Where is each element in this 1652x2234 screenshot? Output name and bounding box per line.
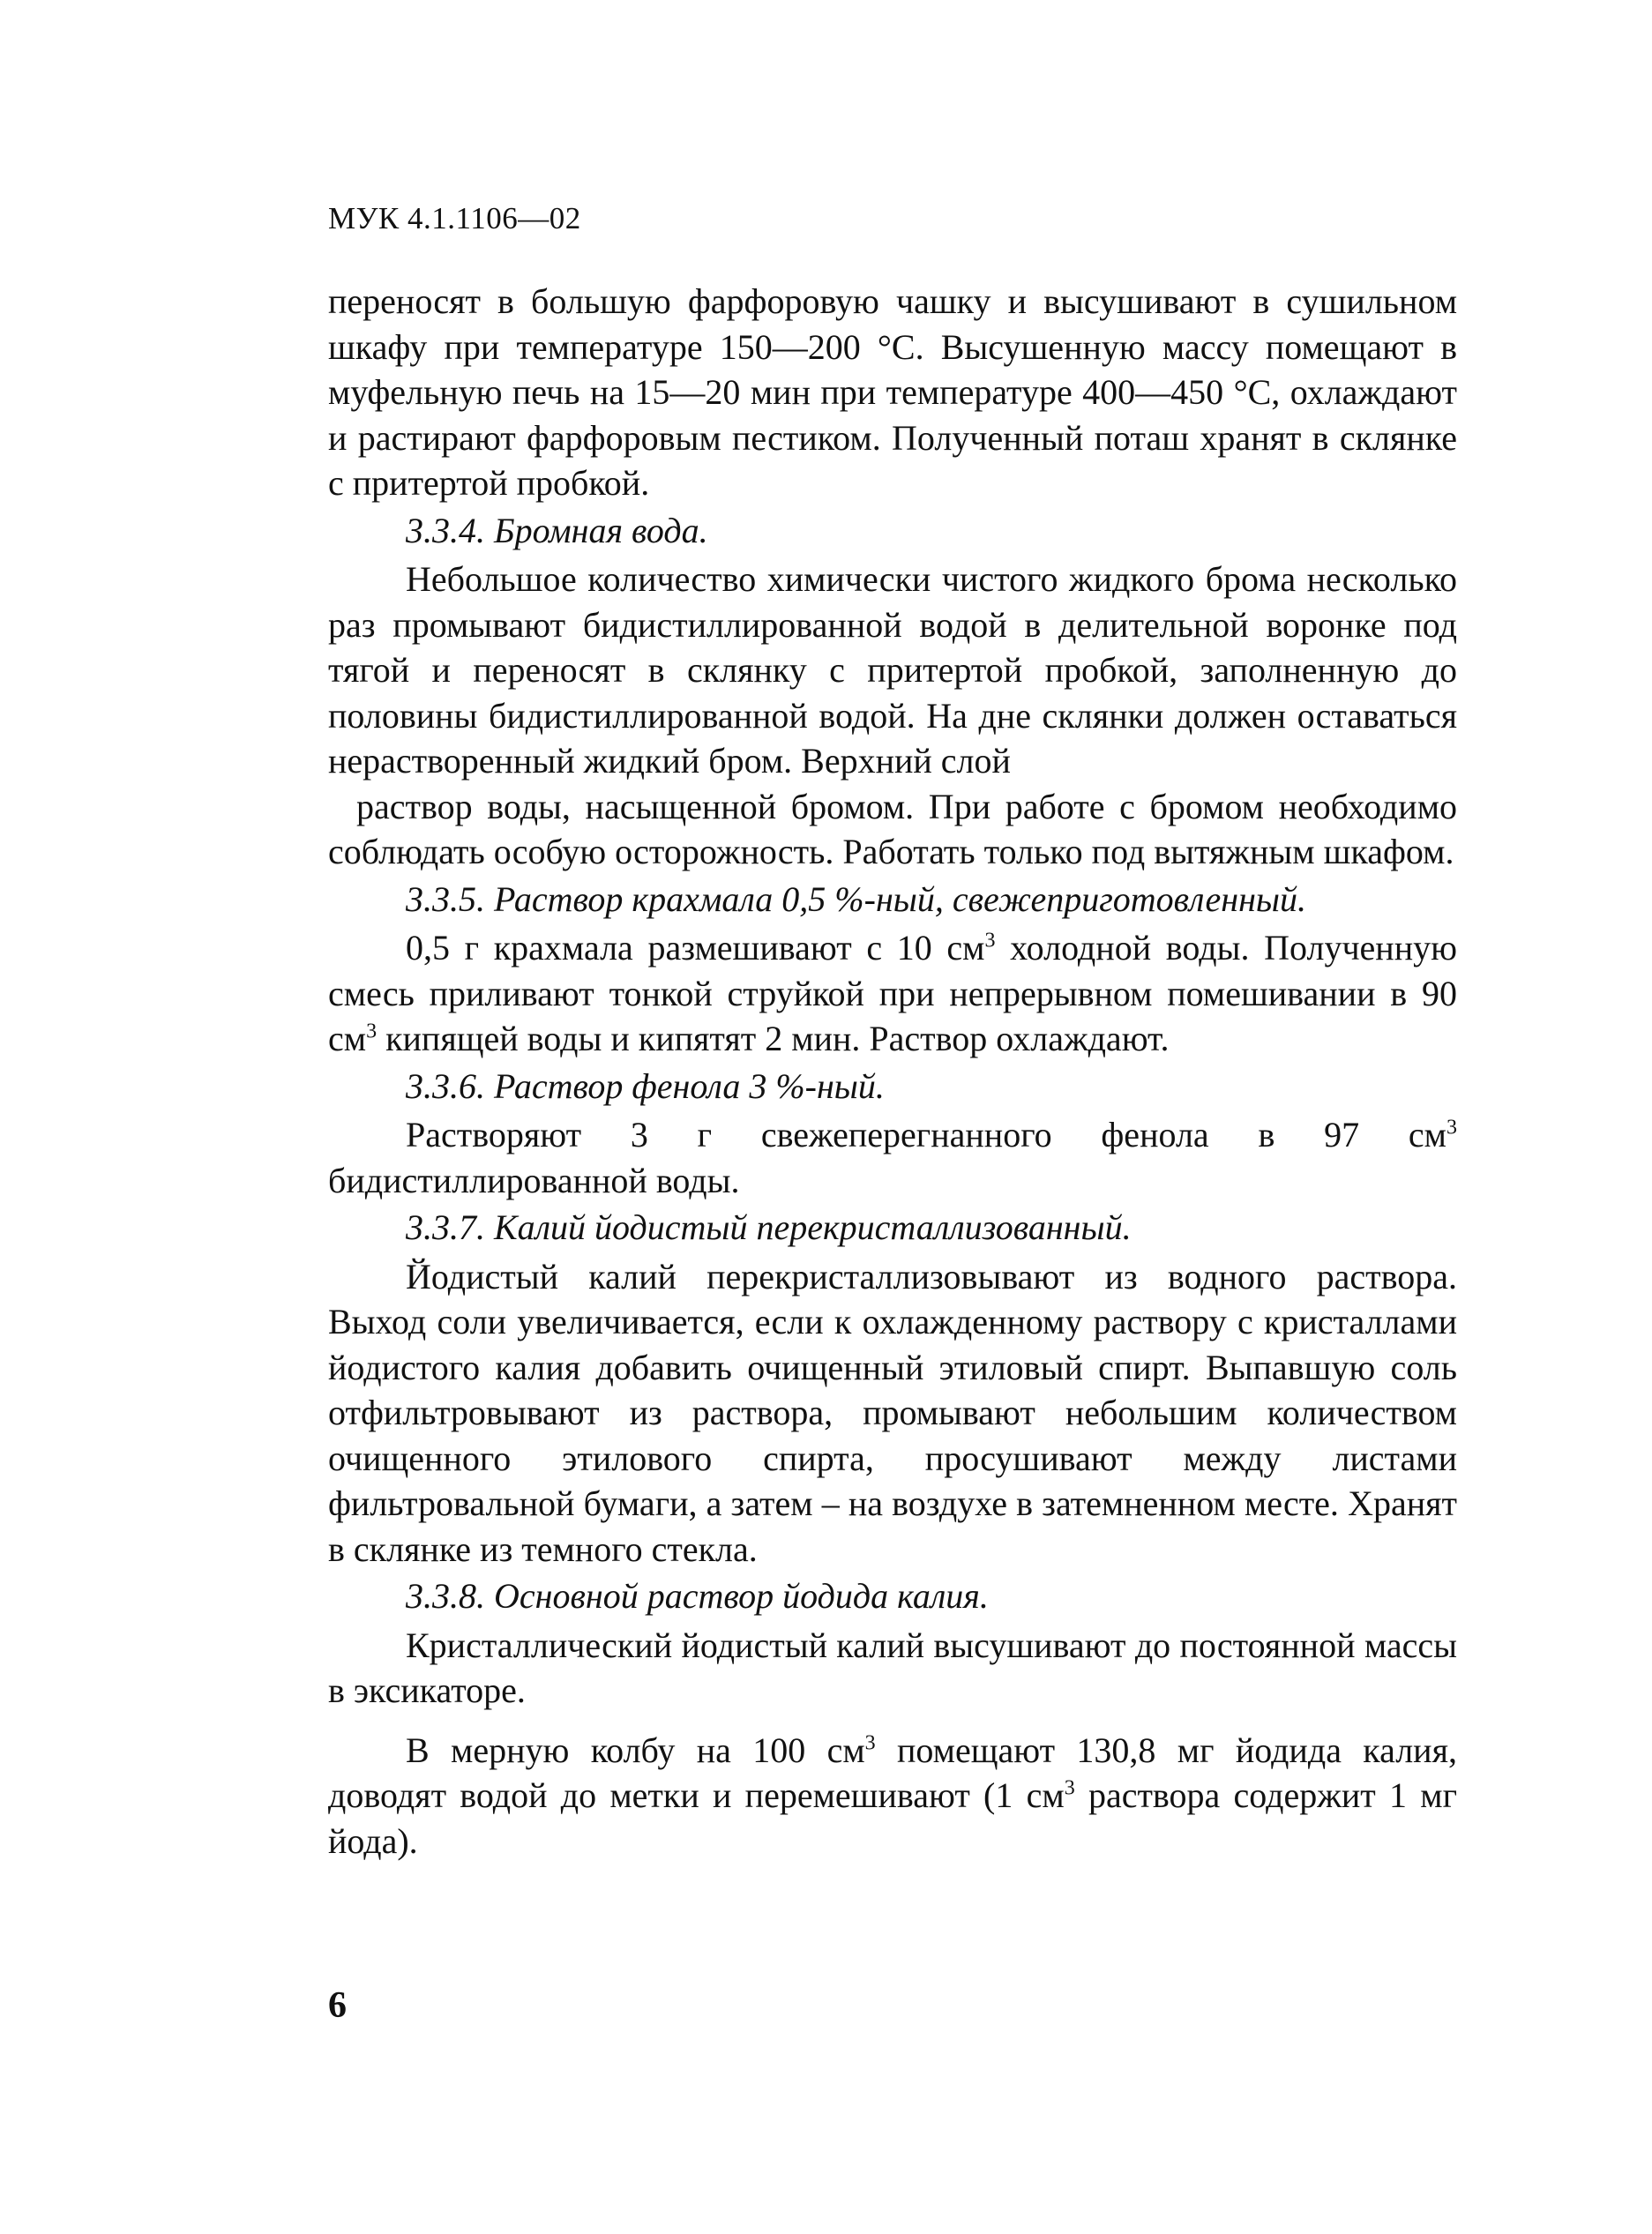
paragraph-bromine-water: Небольшое количество химически чистого жидкого брома несколько раз промывают бидистиллированной водой в делительной воронке под тягой и переносят в склянку с притертой пробкой, заполненную до половины бидистиллированной водой. На дне склянки должен оставаться нерастворенный жидкий бром. Верхний слой — [328, 559, 1457, 781]
text-run: помещают 130,8 мг йодида калия, доводят водой до метки и перемешивают (1 см — [328, 1730, 1457, 1815]
superscript: 3 — [864, 1731, 876, 1755]
text-run: раствора содержит 1 мг йода). — [328, 1775, 1457, 1861]
text-run: холодной воды. Полученную смесь приливают тонкой струйкой при непрерывном помешивании в 90 см — [328, 928, 1458, 1058]
section-heading-3-3-6: 3.3.6. Раствор фенола 3 %-ный. — [406, 1065, 885, 1106]
text-run: кипящей воды и кипятят 2 мин. Раствор охлаждают. — [385, 1019, 1170, 1058]
paragraph-stock-solution — [328, 1728, 1457, 1864]
section-heading-3-3-8: 3.3.8. Основной раствор йодида калия. — [406, 1576, 989, 1616]
page-body — [328, 279, 1457, 1864]
paragraph-intro: переносят в большую фарфоровую чашку и высушивают в сушильном шкафу при температуре 150—200 °С. Высушенную массу помещают в муфельную печь на 15—20 мин при температуре 400—450 °С, охлаждают и растирают фарфоровым пестиком. Полученный поташ хранят в склянке с притертой пробкой. — [328, 281, 1457, 503]
section-heading-3-3-4: 3.3.4. Бромная вода. — [406, 510, 708, 550]
document-code-header: МУК 4.1.1106—02 — [328, 201, 581, 235]
superscript: 3 — [366, 1020, 377, 1043]
text-run: бидистиллированной воды. — [328, 1160, 740, 1200]
section-heading-3-3-7: 3.3.7. Калий йодистый перекристаллизованный. — [406, 1207, 1132, 1247]
superscript: 3 — [1446, 1116, 1457, 1139]
text-run: Растворяют 3 г свежеперегнанного фенола в 97 см — [406, 1115, 1446, 1154]
paragraph-starch-solution — [328, 925, 1457, 1062]
superscript: 3 — [984, 929, 996, 953]
paragraph-phenol-solution — [328, 1112, 1457, 1203]
paragraph-bromine-water-continued: раствор воды, насыщенной бромом. При работе с бромом необходимо соблюдать особую осторожность. Работать только под вытяжным шкафом. — [328, 786, 1457, 871]
paragraph-potassium-iodide: Йодистый калий перекристаллизовывают из водного раствора. Выход соли увеличивается, если к охлажденному раствору с кристаллами йодистого калия добавить очищенный этиловый спирт. Выпавшую соль отфильтровывают из раствора, промывают небольшим количеством очищенного этилового спирта, просушивают между листами фильтровальной бумаги, а затем – на воздухе в затемненном месте. Хранят в склянке из темного стекла. — [328, 1256, 1457, 1569]
section-heading-3-3-5: 3.3.5. Раствор крахмала 0,5 %-ный, свежеприготовленный. — [406, 878, 1307, 919]
page-number: 6 — [328, 1985, 347, 2026]
text-run: В мерную колбу на 100 см — [406, 1730, 865, 1770]
paragraph-drying-iodide: Кристаллический йодистый калий высушивают до постоянной массы в эксикаторе. — [328, 1625, 1457, 1710]
superscript: 3 — [1064, 1776, 1075, 1800]
text-run: 0,5 г крахмала размешивают с 10 см — [406, 928, 985, 968]
